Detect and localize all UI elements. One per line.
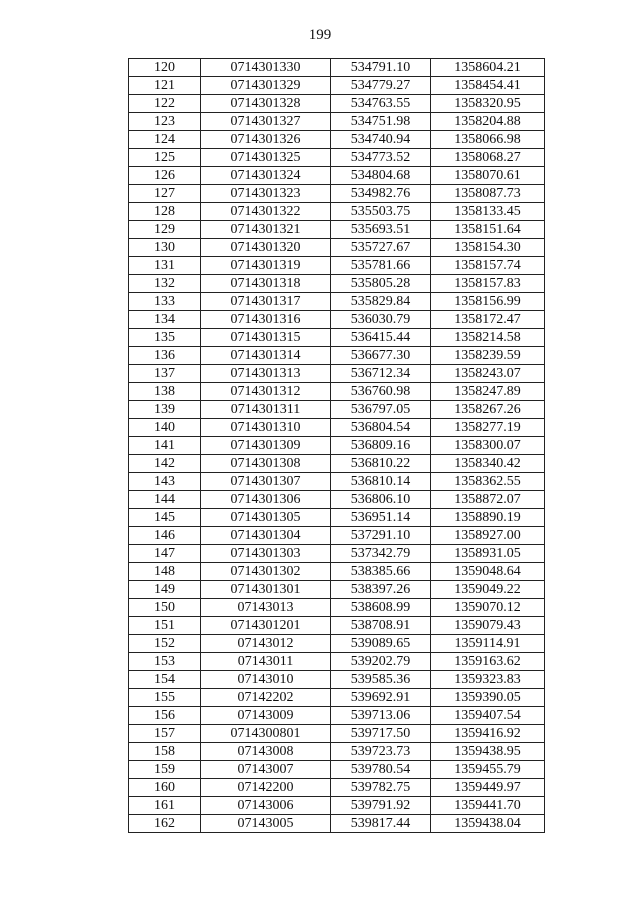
point-id-cell: 0714301305 [201,509,331,527]
row-index-cell: 150 [129,599,201,617]
y-coordinate-cell: 1358243.07 [431,365,545,383]
row-index-cell: 140 [129,419,201,437]
point-id-cell: 0714301310 [201,419,331,437]
table-row [129,689,545,707]
point-id-cell: 07143011 [201,653,331,671]
point-id-cell: 0714301303 [201,545,331,563]
x-coordinate-cell: 539089.65 [331,635,431,653]
y-coordinate-cell: 1358154.30 [431,239,545,257]
point-id-cell: 0714301327 [201,113,331,131]
point-id-cell: 07142200 [201,779,331,797]
row-index-cell: 134 [129,311,201,329]
y-coordinate-cell: 1358070.61 [431,167,545,185]
y-coordinate-cell: 1358239.59 [431,347,545,365]
y-coordinate-cell: 1359390.05 [431,689,545,707]
point-id-cell: 0714301308 [201,455,331,473]
row-index-cell: 132 [129,275,201,293]
row-index-cell: 121 [129,77,201,95]
row-index-cell: 137 [129,365,201,383]
row-index-cell: 120 [129,59,201,77]
table-row [129,563,545,581]
x-coordinate-cell: 539782.75 [331,779,431,797]
table-row [129,239,545,257]
x-coordinate-cell: 536804.54 [331,419,431,437]
x-coordinate-cell: 536415.44 [331,329,431,347]
table-row [129,779,545,797]
point-id-cell: 07143010 [201,671,331,689]
row-index-cell: 126 [129,167,201,185]
row-index-cell: 157 [129,725,201,743]
table-row [129,743,545,761]
row-index-cell: 148 [129,563,201,581]
row-index-cell: 152 [129,635,201,653]
table-row [129,599,545,617]
table-row [129,293,545,311]
x-coordinate-cell: 536951.14 [331,509,431,527]
point-id-cell: 0714301314 [201,347,331,365]
y-coordinate-cell: 1358267.26 [431,401,545,419]
y-coordinate-cell: 1358454.41 [431,77,545,95]
y-coordinate-cell: 1358133.45 [431,203,545,221]
table-row [129,455,545,473]
y-coordinate-cell: 1358156.99 [431,293,545,311]
point-id-cell: 07143009 [201,707,331,725]
x-coordinate-cell: 536797.05 [331,401,431,419]
table-row [129,347,545,365]
table-row [129,437,545,455]
y-coordinate-cell: 1359441.70 [431,797,545,815]
y-coordinate-cell: 1358320.95 [431,95,545,113]
table-row [129,635,545,653]
row-index-cell: 159 [129,761,201,779]
row-index-cell: 158 [129,743,201,761]
y-coordinate-cell: 1358890.19 [431,509,545,527]
x-coordinate-cell: 539780.54 [331,761,431,779]
y-coordinate-cell: 1359455.79 [431,761,545,779]
x-coordinate-cell: 537342.79 [331,545,431,563]
point-id-cell: 07143013 [201,599,331,617]
point-id-cell: 07143006 [201,797,331,815]
point-id-cell: 0714301316 [201,311,331,329]
point-id-cell: 07143007 [201,761,331,779]
x-coordinate-cell: 534740.94 [331,131,431,149]
x-coordinate-cell: 539723.73 [331,743,431,761]
point-id-cell: 0714301326 [201,131,331,149]
y-coordinate-cell: 1358931.05 [431,545,545,563]
x-coordinate-cell: 536677.30 [331,347,431,365]
x-coordinate-cell: 536810.22 [331,455,431,473]
table-row [129,473,545,491]
x-coordinate-cell: 534804.68 [331,167,431,185]
table-row [129,131,545,149]
x-coordinate-cell: 536810.14 [331,473,431,491]
y-coordinate-cell: 1358068.27 [431,149,545,167]
row-index-cell: 133 [129,293,201,311]
y-coordinate-cell: 1359438.95 [431,743,545,761]
y-coordinate-cell: 1359048.64 [431,563,545,581]
x-coordinate-cell: 538385.66 [331,563,431,581]
x-coordinate-cell: 536712.34 [331,365,431,383]
x-coordinate-cell: 539817.44 [331,815,431,833]
row-index-cell: 155 [129,689,201,707]
table-row [129,671,545,689]
x-coordinate-cell: 535829.84 [331,293,431,311]
table-row [129,365,545,383]
point-id-cell: 0714301323 [201,185,331,203]
point-id-cell: 0714301302 [201,563,331,581]
x-coordinate-cell: 539202.79 [331,653,431,671]
y-coordinate-cell: 1359049.22 [431,581,545,599]
x-coordinate-cell: 536030.79 [331,311,431,329]
point-id-cell: 0714301319 [201,257,331,275]
x-coordinate-cell: 539717.50 [331,725,431,743]
table-row [129,707,545,725]
y-coordinate-cell: 1359070.12 [431,599,545,617]
y-coordinate-cell: 1359114.91 [431,635,545,653]
table-row [129,185,545,203]
table-row [129,725,545,743]
x-coordinate-cell: 535727.67 [331,239,431,257]
table-row [129,815,545,833]
table-row [129,383,545,401]
x-coordinate-cell: 537291.10 [331,527,431,545]
table-row [129,167,545,185]
x-coordinate-cell: 534751.98 [331,113,431,131]
y-coordinate-cell: 1358604.21 [431,59,545,77]
point-id-cell: 07143012 [201,635,331,653]
table-row [129,329,545,347]
coordinates-table [128,58,545,833]
table-row [129,221,545,239]
y-coordinate-cell: 1358066.98 [431,131,545,149]
point-id-cell: 0714301330 [201,59,331,77]
x-coordinate-cell: 535503.75 [331,203,431,221]
x-coordinate-cell: 538397.26 [331,581,431,599]
y-coordinate-cell: 1358362.55 [431,473,545,491]
row-index-cell: 141 [129,437,201,455]
x-coordinate-cell: 539791.92 [331,797,431,815]
row-index-cell: 149 [129,581,201,599]
table-row [129,545,545,563]
row-index-cell: 160 [129,779,201,797]
row-index-cell: 123 [129,113,201,131]
x-coordinate-cell: 535781.66 [331,257,431,275]
point-id-cell: 0714301306 [201,491,331,509]
point-id-cell: 0714301318 [201,275,331,293]
y-coordinate-cell: 1358300.07 [431,437,545,455]
row-index-cell: 124 [129,131,201,149]
x-coordinate-cell: 534779.27 [331,77,431,95]
row-index-cell: 145 [129,509,201,527]
point-id-cell: 0714301304 [201,527,331,545]
x-coordinate-cell: 539692.91 [331,689,431,707]
y-coordinate-cell: 1358872.07 [431,491,545,509]
table-row [129,275,545,293]
table-row [129,653,545,671]
row-index-cell: 154 [129,671,201,689]
table-row [129,797,545,815]
table-row [129,761,545,779]
x-coordinate-cell: 538608.99 [331,599,431,617]
point-id-cell: 07143008 [201,743,331,761]
table-row [129,257,545,275]
point-id-cell: 0714301328 [201,95,331,113]
x-coordinate-cell: 536760.98 [331,383,431,401]
y-coordinate-cell: 1358214.58 [431,329,545,347]
y-coordinate-cell: 1358172.47 [431,311,545,329]
y-coordinate-cell: 1359438.04 [431,815,545,833]
row-index-cell: 130 [129,239,201,257]
point-id-cell: 0714301315 [201,329,331,347]
point-id-cell: 07142202 [201,689,331,707]
row-index-cell: 142 [129,455,201,473]
row-index-cell: 128 [129,203,201,221]
y-coordinate-cell: 1359163.62 [431,653,545,671]
point-id-cell: 0714301320 [201,239,331,257]
point-id-cell: 0714301322 [201,203,331,221]
y-coordinate-cell: 1358927.00 [431,527,545,545]
point-id-cell: 0714301324 [201,167,331,185]
y-coordinate-cell: 1359449.97 [431,779,545,797]
table-row [129,581,545,599]
table-row [129,419,545,437]
y-coordinate-cell: 1358247.89 [431,383,545,401]
point-id-cell: 0714301309 [201,437,331,455]
row-index-cell: 161 [129,797,201,815]
table-row [129,527,545,545]
point-id-cell: 0714301201 [201,617,331,635]
table-row [129,113,545,131]
table-row [129,491,545,509]
y-coordinate-cell: 1358157.83 [431,275,545,293]
row-index-cell: 138 [129,383,201,401]
x-coordinate-cell: 539713.06 [331,707,431,725]
row-index-cell: 136 [129,347,201,365]
point-id-cell: 07143005 [201,815,331,833]
x-coordinate-cell: 534982.76 [331,185,431,203]
point-id-cell: 0714301307 [201,473,331,491]
row-index-cell: 162 [129,815,201,833]
table-row [129,401,545,419]
y-coordinate-cell: 1359407.54 [431,707,545,725]
y-coordinate-cell: 1358151.64 [431,221,545,239]
y-coordinate-cell: 1358277.19 [431,419,545,437]
x-coordinate-cell: 538708.91 [331,617,431,635]
table-row [129,149,545,167]
x-coordinate-cell: 539585.36 [331,671,431,689]
point-id-cell: 0714300801 [201,725,331,743]
row-index-cell: 153 [129,653,201,671]
y-coordinate-cell: 1358087.73 [431,185,545,203]
x-coordinate-cell: 534763.55 [331,95,431,113]
row-index-cell: 135 [129,329,201,347]
table-row [129,311,545,329]
row-index-cell: 125 [129,149,201,167]
point-id-cell: 0714301321 [201,221,331,239]
point-id-cell: 0714301312 [201,383,331,401]
table-row [129,509,545,527]
x-coordinate-cell: 535805.28 [331,275,431,293]
table-row [129,77,545,95]
row-index-cell: 151 [129,617,201,635]
row-index-cell: 144 [129,491,201,509]
x-coordinate-cell: 535693.51 [331,221,431,239]
point-id-cell: 0714301301 [201,581,331,599]
row-index-cell: 147 [129,545,201,563]
point-id-cell: 0714301329 [201,77,331,95]
point-id-cell: 0714301313 [201,365,331,383]
table-row [129,203,545,221]
x-coordinate-cell: 536809.16 [331,437,431,455]
page-number: 199 [308,27,332,43]
y-coordinate-cell: 1358340.42 [431,455,545,473]
table-row [129,95,545,113]
table-row [129,617,545,635]
y-coordinate-cell: 1359416.92 [431,725,545,743]
y-coordinate-cell: 1358204.88 [431,113,545,131]
y-coordinate-cell: 1359079.43 [431,617,545,635]
row-index-cell: 143 [129,473,201,491]
y-coordinate-cell: 1358157.74 [431,257,545,275]
y-coordinate-cell: 1359323.83 [431,671,545,689]
row-index-cell: 131 [129,257,201,275]
row-index-cell: 122 [129,95,201,113]
row-index-cell: 146 [129,527,201,545]
x-coordinate-cell: 534773.52 [331,149,431,167]
x-coordinate-cell: 534791.10 [331,59,431,77]
row-index-cell: 139 [129,401,201,419]
point-id-cell: 0714301317 [201,293,331,311]
table-row [129,59,545,77]
row-index-cell: 156 [129,707,201,725]
row-index-cell: 129 [129,221,201,239]
point-id-cell: 0714301325 [201,149,331,167]
row-index-cell: 127 [129,185,201,203]
point-id-cell: 0714301311 [201,401,331,419]
x-coordinate-cell: 536806.10 [331,491,431,509]
